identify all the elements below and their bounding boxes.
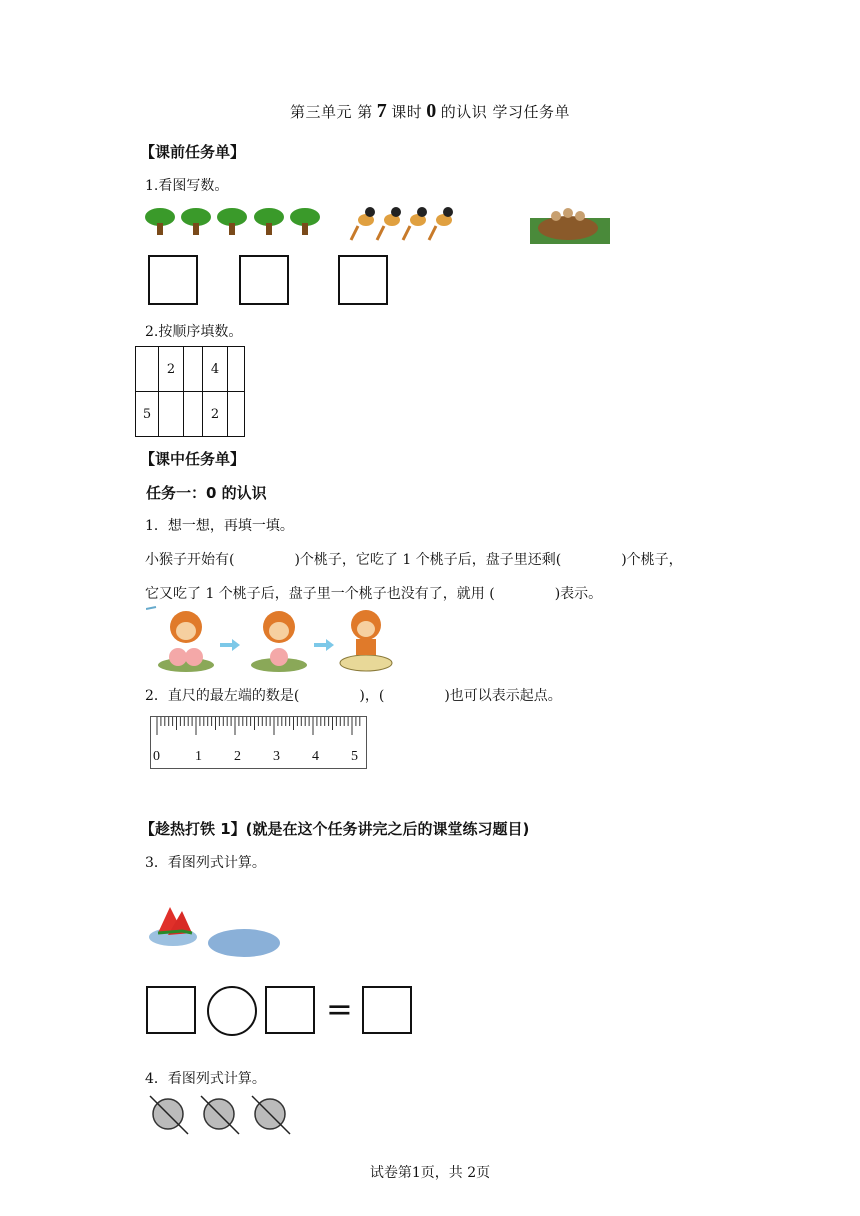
pre-class-heading: 【课前任务单】 xyxy=(140,143,246,161)
tree-icon xyxy=(145,208,175,235)
monkey-icon xyxy=(158,611,214,672)
ruler-label: 2 xyxy=(234,749,241,764)
tree-icon xyxy=(217,208,247,235)
ruler-label: 1 xyxy=(195,749,202,764)
equals-sign: = xyxy=(326,990,353,1028)
ruler-label: 0 xyxy=(153,749,160,764)
ruler-label: 4 xyxy=(312,749,319,764)
bird-icon xyxy=(403,207,427,240)
birds-picture xyxy=(348,202,463,242)
table-row xyxy=(136,347,245,392)
equation-box-3[interactable] xyxy=(362,986,412,1034)
question-3-label: 3．看图列式计算。 xyxy=(145,855,266,871)
question-4-label: 4．看图列式计算。 xyxy=(145,1071,266,1087)
equation-box-2[interactable] xyxy=(265,986,315,1034)
arrow-icon xyxy=(220,639,240,651)
seq-cell[interactable] xyxy=(136,347,159,392)
seq-cell[interactable]: 2 xyxy=(203,392,228,437)
practice-heading: 【趁热打铁 1】(就是在这个任务讲完之后的课堂练习题目) xyxy=(140,820,530,838)
bird-icon xyxy=(351,207,375,240)
ruler-label: 3 xyxy=(273,749,280,764)
answer-box-trees[interactable] xyxy=(148,255,198,305)
seq-cell[interactable] xyxy=(184,347,203,392)
seq-cell[interactable] xyxy=(228,347,245,392)
nest-picture xyxy=(530,198,610,244)
answer-box-birds[interactable] xyxy=(239,255,289,305)
crossed-circles-picture xyxy=(148,1094,293,1136)
seq-cell[interactable] xyxy=(159,392,184,437)
task-1-heading: 任务一：0 的认识 xyxy=(146,484,267,502)
monkey-question-line-1: 小猴子开始有( )个桃子，它吃了 1 个桃子后，盘子里还剩( )个桃子， xyxy=(145,552,683,568)
operator-circle[interactable] xyxy=(207,986,257,1036)
question-1-label: 1.看图写数。 xyxy=(145,178,229,194)
table-row xyxy=(136,392,245,437)
page-title: 第三单元 第 7 课时 0 的认识 学习任务单 xyxy=(289,100,571,122)
monkeys-picture xyxy=(146,605,396,675)
tree-icon xyxy=(181,208,211,235)
sequence-table xyxy=(135,346,245,437)
seq-cell[interactable]: 4 xyxy=(203,347,228,392)
trees-picture xyxy=(144,205,324,237)
tree-icon xyxy=(290,208,320,235)
seq-cell[interactable]: 5 xyxy=(136,392,159,437)
monkey-icon xyxy=(251,611,307,672)
in-class-heading: 【课中任务单】 xyxy=(140,450,246,468)
plate-icon xyxy=(208,929,280,957)
seq-cell[interactable] xyxy=(184,392,203,437)
tree-icon xyxy=(254,208,284,235)
question-2-label: 2.按顺序填数。 xyxy=(145,324,243,340)
seq-cell[interactable] xyxy=(228,392,245,437)
seq-cell[interactable]: 2 xyxy=(159,347,184,392)
bird-icon xyxy=(429,207,453,240)
crossed-circle-icon xyxy=(150,1096,188,1134)
equation-box-1[interactable] xyxy=(146,986,196,1034)
answer-box-nest[interactable] xyxy=(338,255,388,305)
ruler-question: 2．直尺的最左端的数是( )，( )也可以表示起点。 xyxy=(145,688,562,704)
in-class-question-1: 1．想一想，再填一填。 xyxy=(145,518,294,534)
ruler-picture xyxy=(150,716,368,770)
page-footer: 试卷第1页，共 2页 xyxy=(369,1165,491,1181)
arrow-icon xyxy=(314,639,334,651)
monkey-question-line-2: 它又吃了 1 个桃子后，盘子里一个桃子也没有了，就用 ( )表示。 xyxy=(145,586,603,602)
crossed-circle-icon xyxy=(252,1096,290,1134)
bird-icon xyxy=(377,207,401,240)
watermelon-plates-picture xyxy=(148,903,288,959)
ruler-label: 5 xyxy=(351,749,358,764)
monkey-icon xyxy=(340,610,392,671)
crossed-circle-icon xyxy=(201,1096,239,1134)
